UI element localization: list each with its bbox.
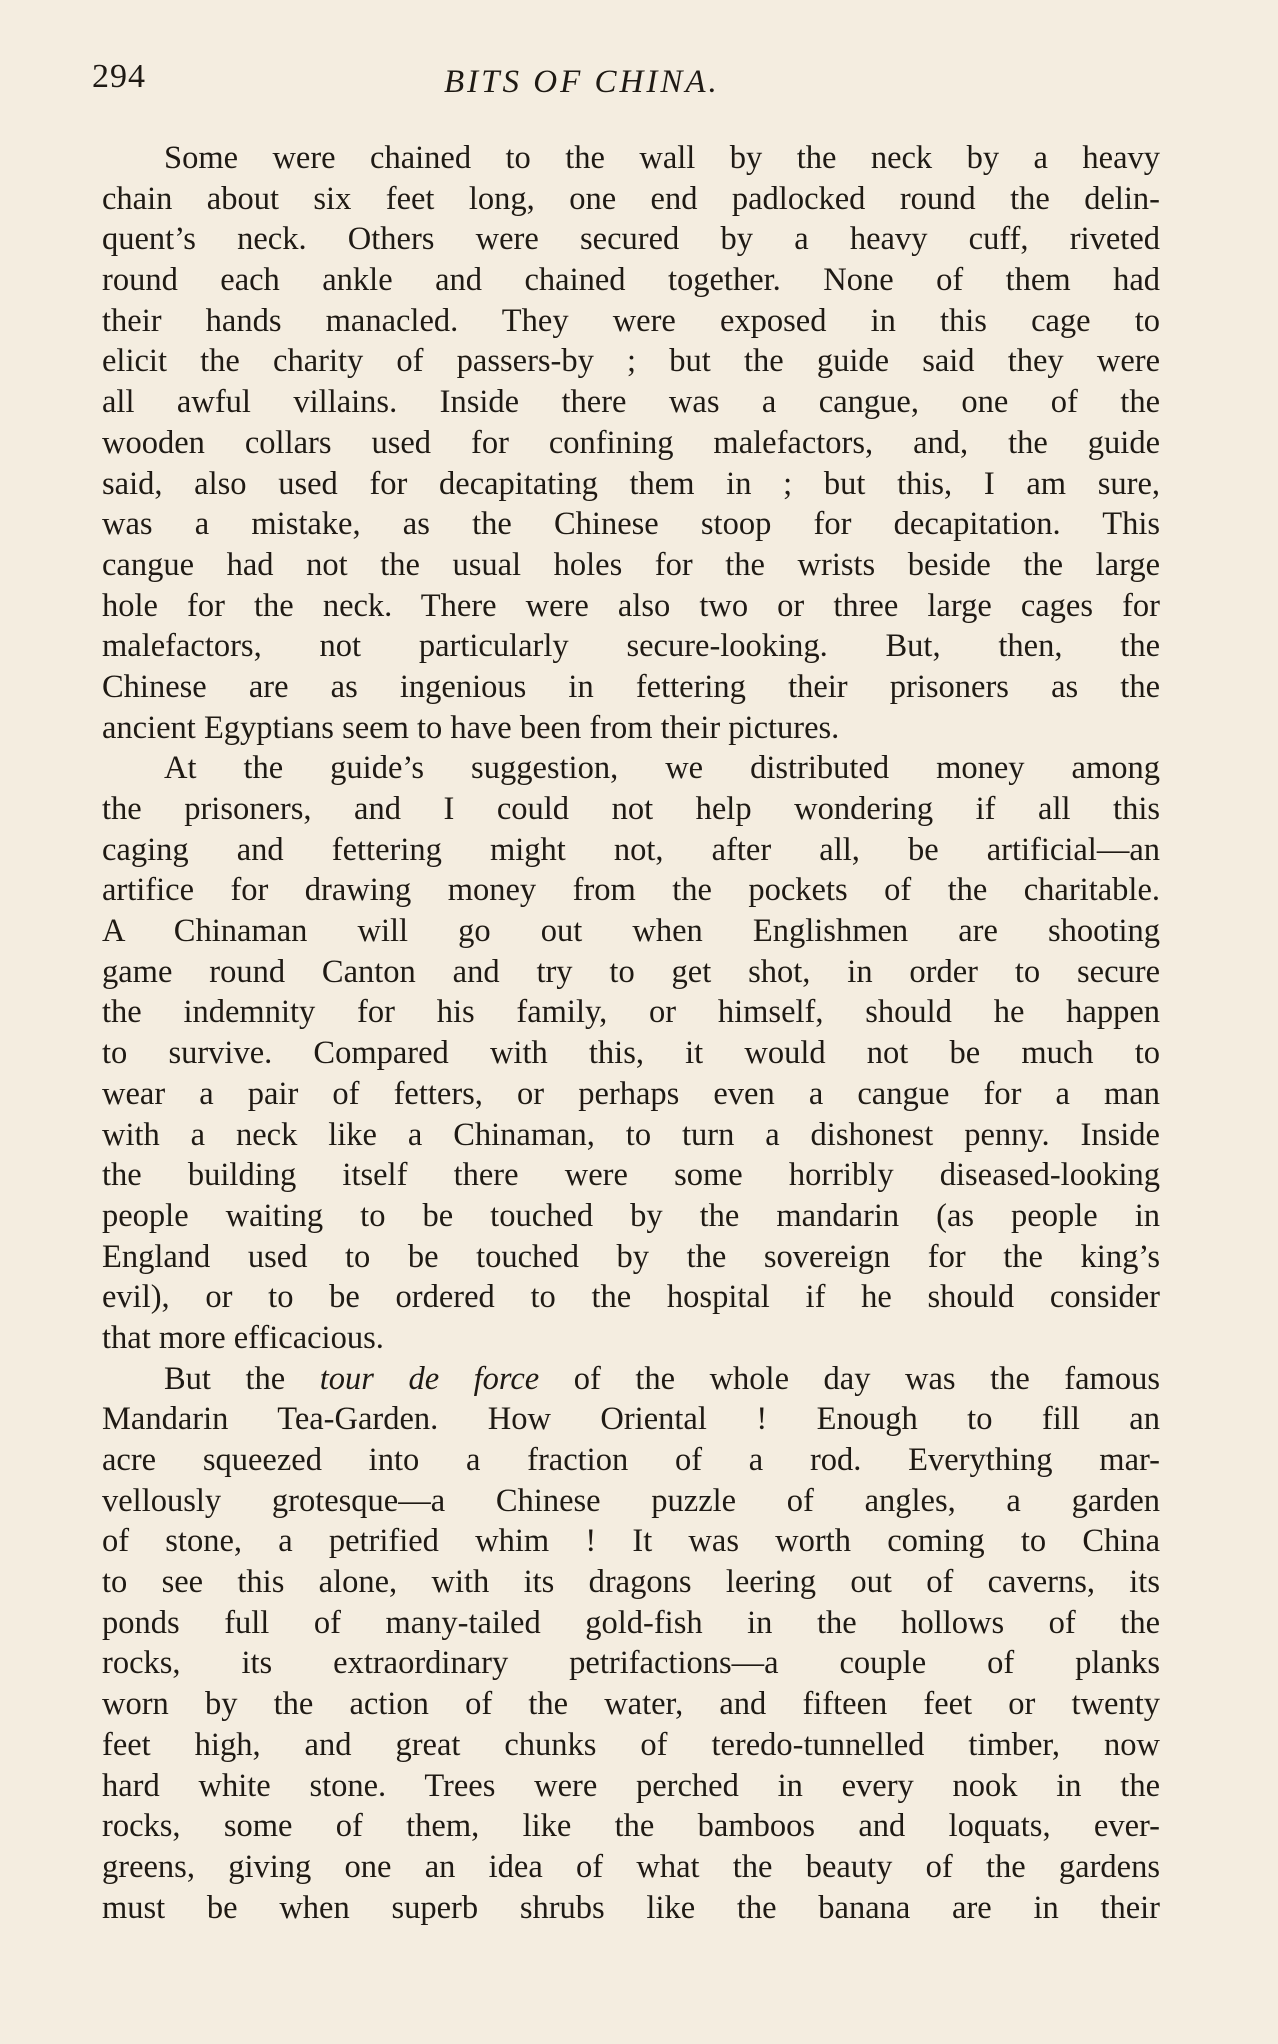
text-line: feet high, and great chunks of teredo-tunnelled timber, now [102,1726,1160,1763]
text-line: game round Canton and try to get shot, in order to secure [102,953,1160,990]
text-line: ponds full of many-tailed gold-fish in the hollows of the [102,1604,1160,1641]
text-line: rocks, some of them, like the bamboos and loquats, ever- [102,1808,1160,1845]
text-line: caging and fettering might not, after all, be artificial—an [102,831,1160,868]
text-line: people waiting to be touched by the mandarin (as people in [102,1197,1160,1234]
text-line: the prisoners, and I could not help wondering if all this [102,791,1160,827]
text-line: elicit the charity of passers-by ; but the guide said they were [102,343,1160,380]
text-line: evil), or to be ordered to the hospital if he should consider [102,1279,1160,1316]
text-line: hole for the neck. There were also two or three large cages for [102,587,1160,624]
italic-phrase: tour de force [319,1360,540,1397]
text-line: with a neck like a Chinaman, to turn a dishonest penny. Inside [102,1116,1160,1153]
text-line: must be when superb shrubs like the banana are in their [102,1889,1160,1926]
text-line: wooden collars used for confining malefactors, and, the guide [102,424,1160,461]
text-line-with-italic [102,1359,1160,1400]
text-line: all awful villains. Inside there was a cangue, one of the [102,384,1160,421]
text-line: wear a pair of fetters, or perhaps even a cangue for a man [102,1075,1160,1112]
text-line: Mandarin Tea-Garden. How Oriental ! Enough to fill an [102,1401,1160,1438]
text-line: hard white stone. Trees were perched in every nook in the [102,1767,1160,1804]
text-line: rocks, its extraordinary petrifactions—a couple of planks [102,1645,1160,1682]
text-line: England used to be touched by the sovereign for the king’s [102,1238,1160,1275]
text-line: said, also used for decapitating them in ; but this, I am sure, [102,465,1160,502]
text-line: the building itself there were some horribly diseased-looking [102,1157,1160,1194]
text-line: cangue had not the usual holes for the wrists beside the large [102,546,1160,583]
text-line: vellously grotesque—a Chinese puzzle of angles, a garden [102,1482,1160,1519]
text-line: worn by the action of the water, and fifteen feet or twenty [102,1686,1160,1723]
text-line: ancient Egyptians seem to have been from their pictures. [102,709,840,746]
text-fragment: But the [164,1360,320,1397]
running-title: BITS OF CHINA. [444,64,720,100]
text-line: to see this alone, with its dragons leering out of caverns, its [102,1564,1160,1601]
body-text [102,138,1160,1928]
text-line: Chinese are as ingenious in fettering their prisoners as the [102,668,1160,705]
text-line: quent’s neck. Others were secured by a heavy cuff, riveted [102,221,1160,258]
text-line: acre squeezed into a fraction of a rod. Everything mar- [102,1442,1160,1478]
text-line: was a mistake, as the Chinese stoop for decapitation. This [102,506,1160,543]
text-line: of stone, a petrified whim ! It was worth coming to China [102,1523,1160,1560]
text-line: the indemnity for his family, or himself, should he happen [102,994,1160,1031]
text-line: that more efficacious. [102,1319,384,1356]
text-line: chain about six feet long, one end padlocked round the delin- [102,180,1160,217]
text-line: their hands manacled. They were exposed in this cage to [102,302,1160,339]
text-line: artifice for drawing money from the pockets of the charitable. [102,872,1160,909]
text-line: A Chinaman will go out when Englishmen are shooting [102,913,1160,950]
text-line: Some were chained to the wall by the neck by a heavy [164,140,1160,176]
text-line: greens, giving one an idea of what the beauty of the gardens [102,1848,1160,1885]
text-line: round each ankle and chained together. None of them had [102,262,1160,299]
text-fragment: of the whole day was the famous [539,1360,1160,1397]
text-line: malefactors, not particularly secure-looking. But, then, the [102,628,1160,665]
text-line: At the guide’s suggestion, we distributed money among [164,750,1160,787]
text-line: to survive. Compared with this, it would not be much to [102,1035,1160,1072]
running-head [0,58,1278,108]
page-number: 294 [92,58,146,95]
